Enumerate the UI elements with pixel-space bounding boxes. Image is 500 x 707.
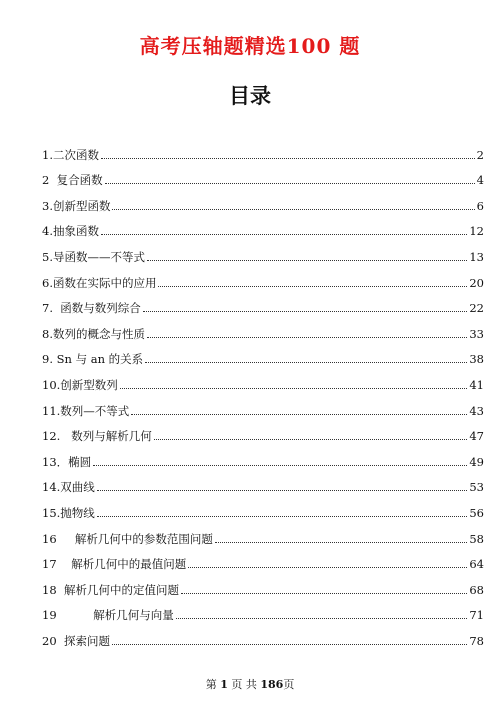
- toc-entry-label: 5.导函数——不等式: [42, 249, 145, 264]
- toc-dot-leader: [112, 643, 467, 645]
- toc-entry-page-number: 38: [469, 352, 484, 367]
- toc-dot-leader: [215, 541, 467, 543]
- footer-suffix: 页: [283, 678, 295, 691]
- toc-dot-leader: [158, 285, 467, 287]
- toc-dot-leader: [147, 336, 467, 338]
- toc-entry[interactable]: [42, 443, 484, 469]
- toc-entry-label: 18 解析几何中的定值问题: [42, 582, 179, 597]
- toc-entry-page-number: 78: [469, 633, 484, 648]
- toc-dot-leader: [101, 233, 467, 235]
- footer-middle: 页 共: [231, 678, 257, 691]
- toc-entry-page-number: 68: [469, 582, 484, 597]
- toc-entry-page-number: 2: [476, 147, 484, 162]
- toc-dot-leader: [97, 489, 468, 491]
- toc-entry-label: 11.数列—不等式: [42, 403, 130, 418]
- toc-entry[interactable]: [42, 162, 484, 188]
- toc-entry-label: 15.抛物线: [42, 505, 95, 520]
- toc-entry-label: 12. 数列与解析几何: [42, 429, 152, 444]
- toc-heading: 目录: [229, 83, 271, 108]
- toc-entry-label: 13．椭圆: [42, 454, 92, 469]
- toc-entry-label: 7. 函数与数列综合: [42, 301, 141, 316]
- toc-entry[interactable]: [42, 341, 484, 367]
- table-of-contents: [42, 136, 484, 648]
- toc-entry[interactable]: [42, 187, 484, 213]
- toc-entry-page-number: 43: [469, 403, 484, 418]
- toc-entry[interactable]: [42, 315, 484, 341]
- toc-dot-leader: [131, 413, 467, 415]
- toc-entry[interactable]: [42, 546, 484, 572]
- toc-entry-page-number: 47: [469, 429, 484, 444]
- document-title: 高考压轴题精选100 题: [139, 34, 361, 58]
- toc-dot-leader: [145, 361, 467, 363]
- footer-current-page: 1: [220, 678, 228, 691]
- toc-entry-page-number: 20: [469, 275, 484, 290]
- toc-entry-label: 10.创新型数列: [42, 377, 118, 392]
- toc-dot-leader: [112, 208, 474, 210]
- toc-entry-page-number: 13: [469, 249, 484, 264]
- toc-entry[interactable]: [42, 520, 484, 546]
- toc-entry-page-number: 6: [476, 198, 484, 213]
- toc-dot-leader: [181, 592, 467, 594]
- toc-dot-leader: [105, 182, 475, 184]
- toc-entry-page-number: 49: [469, 454, 484, 469]
- toc-dot-leader: [97, 515, 468, 517]
- toc-entry-label: 4.抽象函数: [42, 224, 99, 239]
- toc-entry[interactable]: [42, 213, 484, 239]
- toc-entry-label: 3.创新型函数: [42, 198, 111, 213]
- toc-entry-label: 9. Sn 与 an 的关系: [42, 352, 144, 367]
- toc-dot-leader: [120, 387, 468, 389]
- toc-entry[interactable]: [42, 622, 484, 648]
- toc-entry[interactable]: [42, 494, 484, 520]
- toc-entry-label: 17 解析几何中的最值问题: [42, 557, 187, 572]
- toc-entry[interactable]: [42, 392, 484, 418]
- toc-entry-label: 1.二次函数: [42, 147, 99, 162]
- toc-entry-page-number: 64: [469, 557, 484, 572]
- toc-entry-page-number: 12: [469, 224, 484, 239]
- toc-dot-leader: [176, 617, 468, 619]
- toc-entry-page-number: 71: [469, 608, 484, 623]
- footer-total-pages: 186: [260, 678, 284, 691]
- toc-entry[interactable]: [42, 366, 484, 392]
- toc-entry-page-number: 33: [469, 326, 484, 341]
- toc-entry-label: 16 解析几何中的参数范围问题: [42, 531, 213, 546]
- toc-entry[interactable]: [42, 597, 484, 623]
- toc-entry-page-number: 41: [469, 377, 484, 392]
- page-footer: [0, 676, 500, 692]
- toc-entry[interactable]: [42, 238, 484, 264]
- toc-dot-leader: [143, 310, 468, 312]
- toc-entry[interactable]: [42, 264, 484, 290]
- toc-dot-leader: [188, 566, 467, 568]
- toc-entry-label: 14.双曲线: [42, 480, 95, 495]
- toc-dot-leader: [147, 259, 467, 261]
- toc-entry[interactable]: [42, 571, 484, 597]
- toc-dot-leader: [93, 464, 467, 466]
- toc-entry-label: 20 探索问题: [42, 633, 110, 648]
- toc-entry-page-number: 4: [476, 173, 484, 188]
- footer-prefix: 第: [205, 678, 217, 691]
- toc-entry-label: 2 复合函数: [42, 173, 103, 188]
- toc-entry[interactable]: [42, 136, 484, 162]
- toc-entry[interactable]: [42, 469, 484, 495]
- toc-entry-page-number: 53: [469, 480, 484, 495]
- toc-entry-page-number: 22: [469, 301, 484, 316]
- toc-entry-page-number: 56: [469, 505, 484, 520]
- toc-entry-page-number: 58: [469, 531, 484, 546]
- toc-entry[interactable]: [42, 418, 484, 444]
- toc-entry-label: 8.数列的概念与性质: [42, 326, 145, 341]
- toc-dot-leader: [154, 438, 468, 440]
- toc-entry[interactable]: [42, 290, 484, 316]
- toc-entry-label: 19 解析几何与向量: [42, 608, 174, 623]
- toc-dot-leader: [101, 157, 475, 159]
- toc-entry-label: 6.函数在实际中的应用: [42, 275, 157, 290]
